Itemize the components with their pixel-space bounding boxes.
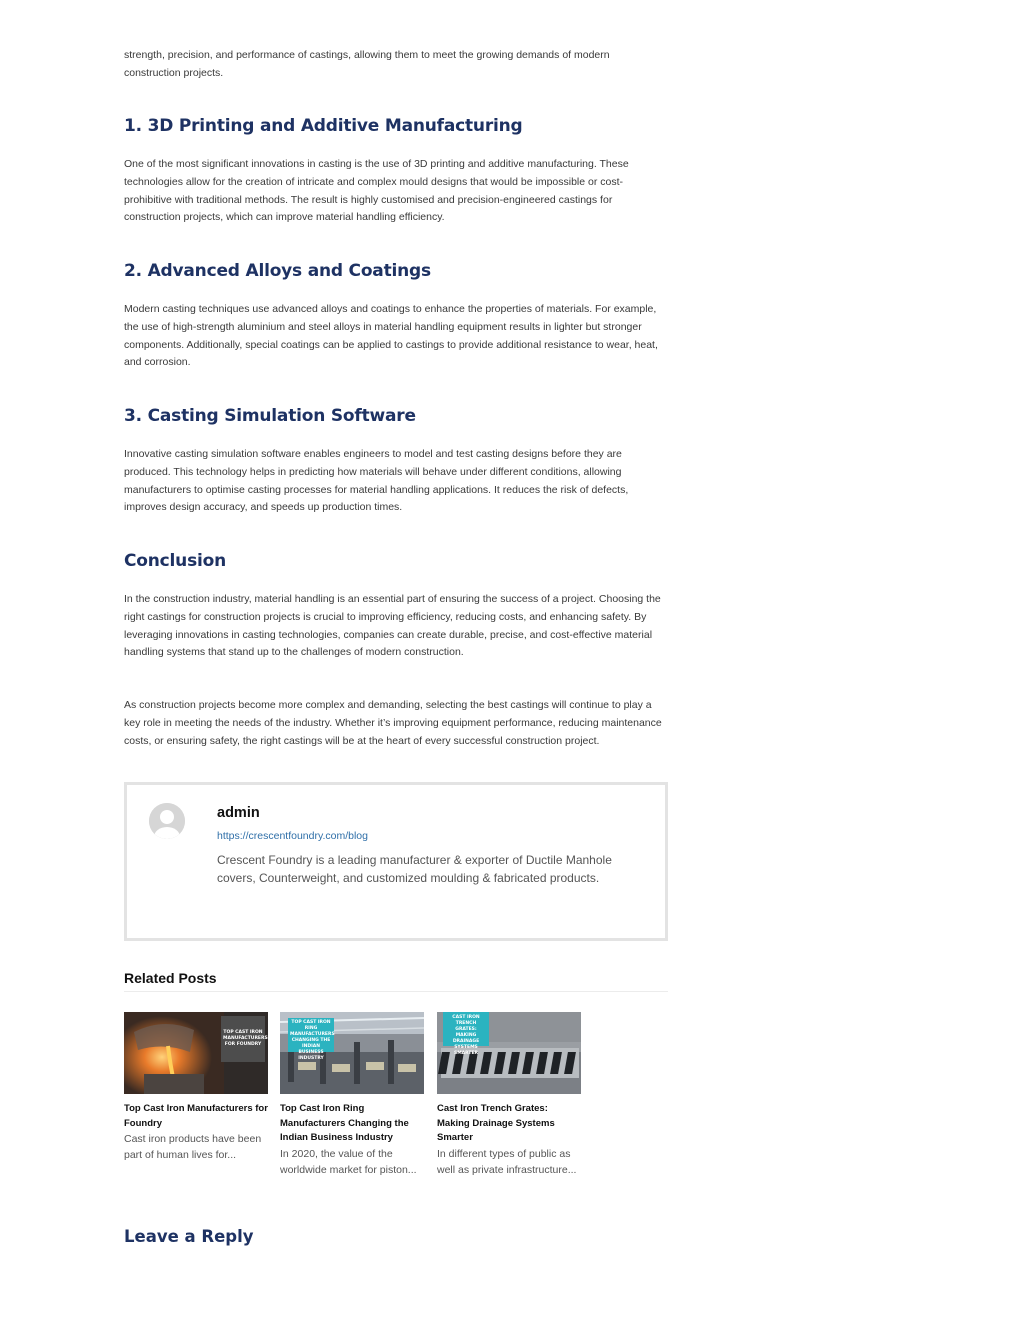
conclusion-heading: Conclusion <box>124 551 226 571</box>
thumbnail-caption: TOP CAST IRON MANUFACTURERS FOR FOUNDRY <box>223 1030 268 1047</box>
related-posts-divider <box>124 991 668 992</box>
thumbnail-caption: TOP CAST IRON RING MANUFACTURERS CHANGING THE INDIAN BUSINESS INDUSTRY <box>290 1020 335 1061</box>
related-post-card[interactable] <box>280 1012 424 1178</box>
author-website-link[interactable]: https://crescentfoundry.com/blog <box>217 830 368 842</box>
avatar <box>149 803 185 839</box>
thumbnail-caption: CAST IRON TRENCH GRATES: MAKING DRAINAGE SYSTEMS SMARTER <box>452 1015 480 1056</box>
related-post-title[interactable]: Cast Iron Trench Grates: Making Drainage Systems Smarter <box>437 1103 555 1143</box>
related-post-thumbnail[interactable] <box>437 1012 581 1094</box>
related-post-thumbnail[interactable] <box>280 1012 424 1094</box>
author-bio: Crescent Foundry is a leading manufacturer & exporter of Ductile Manhole covers, Counterweight, and customized moulding & fabricated products. <box>217 853 612 885</box>
section-heading-3d-printing: 1. 3D Printing and Additive Manufacturing <box>124 116 523 136</box>
related-post-card[interactable] <box>124 1012 268 1163</box>
related-post-excerpt: In different types of public as well as private infrastructure... <box>437 1147 577 1176</box>
related-post-title[interactable]: Top Cast Iron Ring Manufacturers Changing the Indian Business Industry <box>280 1103 409 1143</box>
foundry-pouring-image <box>124 1012 268 1094</box>
section-heading-alloys: 2. Advanced Alloys and Coatings <box>124 261 431 281</box>
related-post-excerpt: In 2020, the value of the worldwide market for piston... <box>280 1147 417 1176</box>
author-name: admin <box>217 805 260 821</box>
intro-paragraph: strength, precision, and performance of castings, allowing them to meet the growing demands of modern construction projects. <box>124 49 610 79</box>
section-heading-simulation: 3. Casting Simulation Software <box>124 406 416 426</box>
author-box <box>124 782 668 941</box>
related-post-title[interactable]: Top Cast Iron Manufacturers for Foundry <box>124 1103 268 1129</box>
conclusion-paragraph-1: In the construction industry, material handling is an essential part of ensuring the success of a project. Choosing the right castings for construction projects is crucial to improving efficiency, reducing costs, and enhancing safety. By leveraging innovations in casting technologies, companies can create durable, precise, and cost-effective material handling systems that stand up to the challenges of modern construction. <box>124 593 661 659</box>
leave-reply-heading: Leave a Reply <box>124 1227 254 1246</box>
section-body-alloys: Modern casting techniques use advanced alloys and coatings to enhance the properties of materials. For example, the use of high-strength aluminium and steel alloys in material handling equipment results in lighter but stronger components. Additionally, special coatings can be applied to castings to provide additional resistance to wear, heat, and corrosion. <box>124 303 658 369</box>
section-body-3d-printing: One of the most significant innovations in casting is the use of 3D printing and additive manufacturing. These technologies allow for the creation of intricate and complex mould designs that would be impossible or cost-prohibitive with traditional methods. The result is highly customised and precision-engineered castings for construction projects, which can improve material handling efficiency. <box>124 158 629 224</box>
user-avatar-icon <box>149 803 185 839</box>
related-posts-heading: Related Posts <box>124 970 217 986</box>
related-post-thumbnail[interactable] <box>124 1012 268 1094</box>
related-post-card[interactable] <box>437 1012 581 1178</box>
related-post-excerpt: Cast iron products have been part of human lives for... <box>124 1133 262 1161</box>
section-body-simulation: Innovative casting simulation software enables engineers to model and test casting designs before they are produced. This technology helps in predicting how materials will behave under different conditions, allowing manufacturers to optimise casting processes for material handling applications. It reduces the risk of defects, improves design accuracy, and speeds up production times. <box>124 448 629 514</box>
conclusion-paragraph-2: As construction projects become more complex and demanding, selecting the best castings will continue to play a key role in meeting the needs of the industry. Whether it’s improving equipment performance, reducing maintenance costs, or ensuring safety, the right castings will be at the heart of every successful construction project. <box>124 699 662 747</box>
